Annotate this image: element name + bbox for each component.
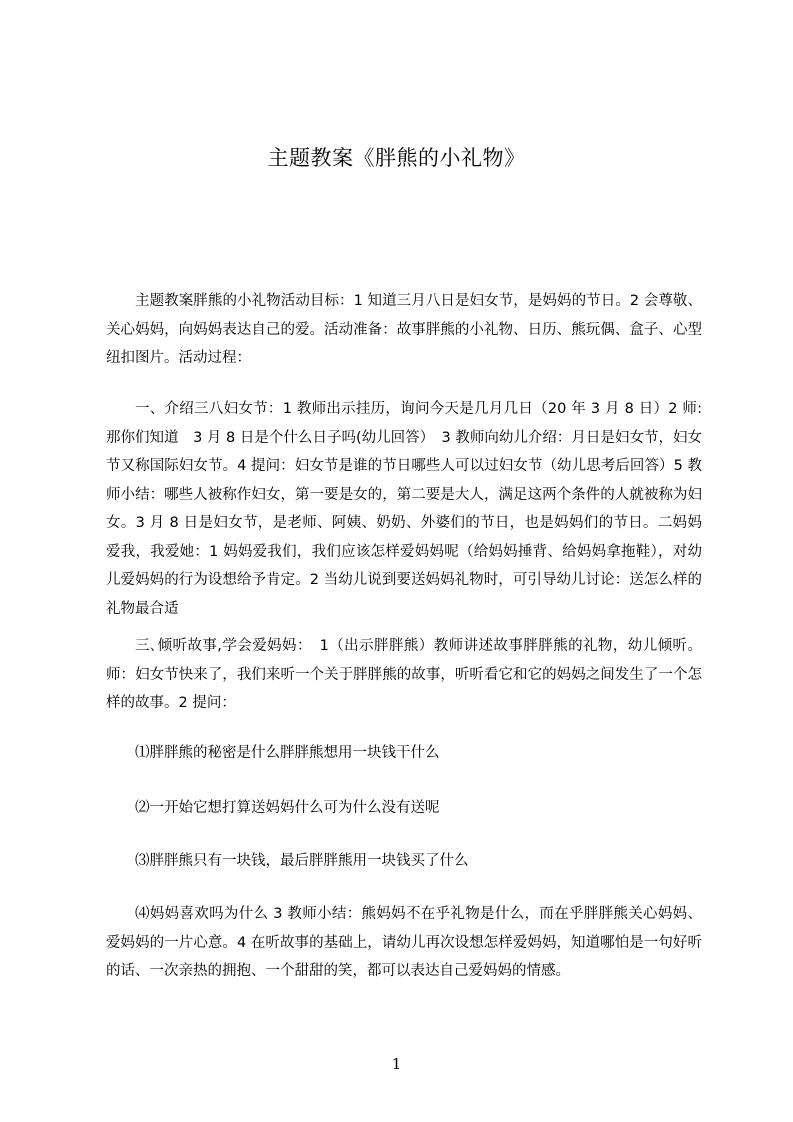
document-title: 主题教案《胖熊的小礼物》 [267, 146, 526, 170]
paragraph-story-listening: 三､倾听故事,学会爱妈妈： 1（出示胖胖熊）教师讲述故事胖胖熊的礼物，幼儿倾听。师：妇女节快来了，我们来听一个关于胖胖熊的故事，听听看它和它的妈妈之间发生了一个怎样的故事。2 提问： [106, 638, 702, 711]
paragraph-womens-day-intro: 一、介绍三八妇女节：1 教师出示挂历，询问今天是几月几日（20 年 3 月 8 日）2 师:那你们知道 3 月 8 日是个什么日子吗(幼儿回答） 3 教师向幼儿介绍：月日是妇女节，妇女节又称国际妇女节。4 提问：妇女节是谁的节日哪些人可以过妇女节（幼儿思考后回答）5 教师小结：哪些人被称作妇女，第一要是女的，第二要是大人，满足这两个条件的人就被称为妇女。3 月 8 日是妇女节，是老师、阿姨、奶奶、外婆们的节日，也是妈妈们的节日。二妈妈爱我，我爱她：1 妈妈爱我们，我们应该怎样爱妈妈呢（给妈妈捶背、给妈妈拿拖鞋），对幼儿爱妈妈的行为设想给予肯定。2 当幼儿说到要送妈妈礼物时，可引导幼儿讨论：送怎么样的礼物最合适 [106, 401, 702, 617]
page-number: 1 [391, 1055, 402, 1073]
paragraph-objectives: 主题教案胖熊的小礼物活动目标：1 知道三月八日是妇女节，是妈妈的节日。2 会尊敬、关心妈妈，向妈妈表达自己的爱。活动准备：故事胖熊的小礼物、日历、熊玩偶、盒子、心型纽扣图片。活动过程： [106, 293, 702, 366]
question-item-3: ⑶胖胖熊只有一块钱，最后胖胖熊用一块钱买了什么 [135, 853, 469, 869]
question-item-4-summary: ⑷妈妈喜欢吗为什么 3 教师小结：熊妈妈不在乎礼物是什么，而在乎胖胖熊关心妈妈、爱妈妈的一片心意。4 在听故事的基础上，请幼儿再次设想怎样爱妈妈，知道哪怕是一句好听的话、一次亲热的拥抱、一个甜甜的笑，都可以表达自己爱妈妈的情感。 [106, 906, 702, 979]
question-item-1: ⑴胖胖熊的秘密是什么胖胖熊想用一块钱干什么 [135, 745, 440, 761]
question-item-2: ⑵一开始它想打算送妈妈什么可为什么没有送呢 [135, 800, 440, 816]
